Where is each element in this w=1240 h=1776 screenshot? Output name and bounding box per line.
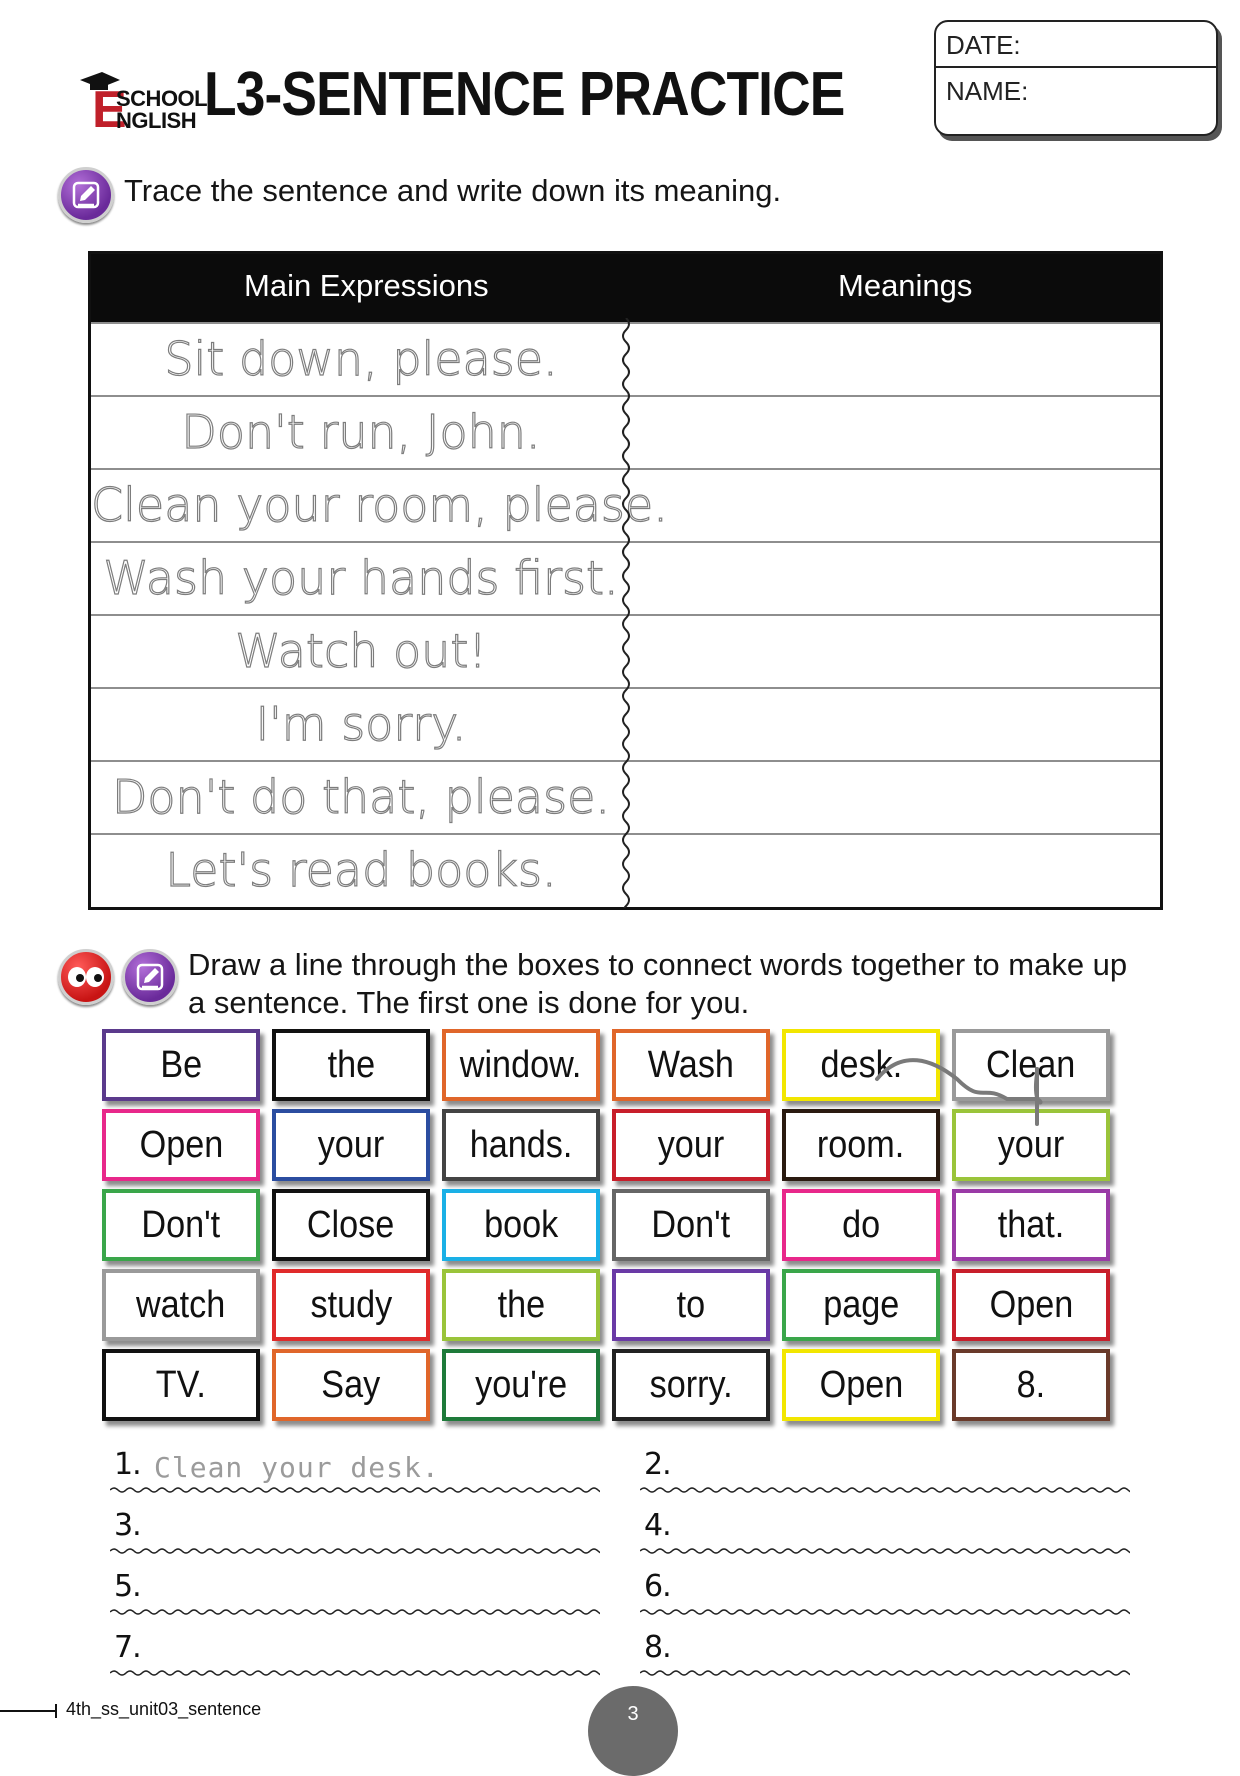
logo-text-english: NGLISH	[116, 108, 197, 133]
date-field[interactable]	[936, 22, 1216, 68]
word-box[interactable]	[102, 1349, 260, 1421]
word-box[interactable]	[612, 1349, 770, 1421]
date-label: DATE:	[946, 30, 1021, 60]
answer-number: 2.	[644, 1447, 671, 1482]
word-box[interactable]	[952, 1109, 1110, 1181]
word-box[interactable]	[782, 1349, 940, 1421]
answer-line[interactable]	[640, 1440, 1130, 1496]
word-box-label: page	[822, 1284, 900, 1326]
section1-instruction: Trace the sentence and write down its meaning.	[124, 173, 782, 208]
word-box[interactable]	[442, 1109, 600, 1181]
wavy-underline	[640, 1547, 1130, 1557]
word-box[interactable]	[272, 1029, 430, 1101]
word-box[interactable]	[442, 1029, 600, 1101]
word-box[interactable]	[442, 1269, 600, 1341]
pencil-icon	[58, 167, 114, 223]
word-box[interactable]	[272, 1189, 430, 1261]
word-box-label: your	[317, 1124, 385, 1166]
footer-tick	[55, 1704, 57, 1718]
wavy-underline	[110, 1608, 600, 1618]
word-box[interactable]	[612, 1029, 770, 1101]
answer-number: 6.	[644, 1569, 671, 1604]
answer-line[interactable]	[110, 1501, 600, 1557]
school-english-logo	[78, 72, 208, 139]
word-box-label: watch	[136, 1284, 226, 1326]
word-grid	[102, 1029, 1122, 1429]
word-box[interactable]	[782, 1189, 940, 1261]
word-box-label: that.	[997, 1204, 1065, 1246]
word-box[interactable]	[102, 1189, 260, 1261]
word-box[interactable]	[952, 1349, 1110, 1421]
wavy-underline	[640, 1669, 1130, 1679]
trace-sentence[interactable]: Let's read books.	[165, 843, 557, 897]
word-box-label: study	[310, 1284, 392, 1326]
name-label: NAME:	[946, 76, 1029, 106]
answer-number: 8.	[644, 1630, 671, 1665]
name-field[interactable]	[936, 68, 1216, 112]
page-number-label: 3	[627, 1703, 639, 1725]
word-box-label: hands.	[469, 1124, 573, 1166]
wavy-underline	[110, 1486, 600, 1496]
word-box[interactable]	[952, 1029, 1110, 1101]
word-box[interactable]	[782, 1109, 940, 1181]
word-box-label: desk.	[820, 1044, 902, 1086]
answer-number: 4.	[644, 1508, 671, 1543]
date-name-box	[934, 20, 1218, 136]
answer-number: 3.	[114, 1508, 141, 1543]
word-box-label: book	[483, 1204, 559, 1246]
word-box[interactable]	[272, 1349, 430, 1421]
word-box-label: the	[327, 1044, 375, 1086]
word-box[interactable]	[612, 1189, 770, 1261]
page-title: L3-SENTENCE PRACTICE	[204, 60, 845, 129]
word-box[interactable]	[442, 1349, 600, 1421]
word-box-label: sorry.	[649, 1364, 733, 1406]
word-box[interactable]	[612, 1109, 770, 1181]
wavy-underline	[640, 1608, 1130, 1618]
answer-lines	[110, 1440, 1130, 1680]
example-answer: Clean your desk.	[154, 1451, 440, 1484]
table-header	[91, 254, 1160, 322]
page-number	[588, 1686, 678, 1776]
word-box-label: Be	[160, 1044, 202, 1086]
eyes-icon	[58, 949, 114, 1005]
word-box[interactable]	[272, 1109, 430, 1181]
trace-sentence[interactable]: Clean your room, please.	[91, 478, 668, 532]
wavy-underline	[110, 1669, 600, 1679]
word-box-label: the	[497, 1284, 545, 1326]
trace-sentence[interactable]: Don't do that, please.	[111, 770, 610, 824]
word-box-label: Close	[307, 1204, 395, 1246]
answer-line[interactable]	[640, 1562, 1130, 1618]
logo-letter: E	[92, 81, 127, 139]
word-box[interactable]	[952, 1269, 1110, 1341]
footer-rule	[0, 1710, 56, 1712]
word-box[interactable]	[102, 1029, 260, 1101]
wavy-column-divider	[618, 318, 634, 908]
trace-sentence[interactable]: Watch out!	[235, 624, 487, 678]
word-box-label: do	[841, 1204, 881, 1246]
word-box-label: Say	[321, 1364, 381, 1406]
word-box-label: Don't	[651, 1204, 731, 1246]
word-box-label: you're	[474, 1364, 568, 1406]
word-box-label: your	[657, 1124, 725, 1166]
trace-sentence[interactable]: Wash your hands first.	[103, 551, 619, 605]
word-box[interactable]	[782, 1269, 940, 1341]
pencil-icon	[122, 949, 178, 1005]
word-box-label: TV.	[155, 1364, 207, 1406]
trace-sentence[interactable]: I'm sorry.	[255, 697, 467, 751]
answer-number: 5.	[114, 1569, 141, 1604]
word-box[interactable]	[612, 1269, 770, 1341]
trace-sentence[interactable]: Don't run, John.	[181, 405, 541, 459]
column-main-expressions: Main Expressions	[244, 268, 489, 303]
answer-line[interactable]	[110, 1623, 600, 1679]
section2-instruction-line2: a sentence. The first one is done for you.	[188, 985, 750, 1020]
word-box[interactable]	[102, 1269, 260, 1341]
footer-code: 4th_ss_unit03_sentence	[66, 1699, 262, 1719]
word-box-label: Clean	[986, 1044, 1076, 1086]
answer-line[interactable]	[110, 1562, 600, 1618]
section2-instruction-line1: Draw a line through the boxes to connect words together to make up	[188, 947, 1128, 982]
answer-number: 1.	[114, 1447, 141, 1482]
wavy-underline	[640, 1486, 1130, 1496]
word-box-label: Don't	[141, 1204, 221, 1246]
word-box-label: room.	[817, 1124, 905, 1166]
word-box[interactable]	[272, 1269, 430, 1341]
column-meanings: Meanings	[838, 268, 973, 303]
answer-line[interactable]	[640, 1501, 1130, 1557]
word-box[interactable]	[782, 1029, 940, 1101]
word-box-label: to	[676, 1284, 706, 1326]
answer-number: 7.	[114, 1630, 141, 1665]
trace-sentence[interactable]: Sit down, please.	[164, 332, 558, 386]
word-box[interactable]	[952, 1189, 1110, 1261]
logo-text-school: SCHOOL	[116, 86, 208, 111]
word-box-label: window.	[460, 1044, 582, 1086]
word-box-label: Open	[819, 1364, 903, 1406]
word-box-label: 8.	[1016, 1364, 1046, 1406]
word-box-label: Wash	[647, 1044, 735, 1086]
answer-line[interactable]	[110, 1440, 600, 1496]
word-box-label: your	[997, 1124, 1065, 1166]
word-box-label: Open	[139, 1124, 223, 1166]
answer-line[interactable]	[640, 1623, 1130, 1679]
word-box-label: Open	[989, 1284, 1073, 1326]
word-box[interactable]	[102, 1109, 260, 1181]
word-box[interactable]	[442, 1189, 600, 1261]
wavy-underline	[110, 1547, 600, 1557]
